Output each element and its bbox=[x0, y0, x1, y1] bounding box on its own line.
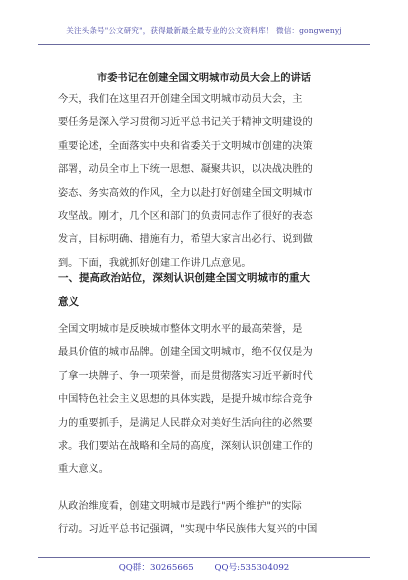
document-title: 市委书记在创建全国文明城市动员大会上的讲话 bbox=[97, 72, 311, 84]
paragraph-line: 中国特色社会主义思想的具体实践，是提升城市综合竞争 bbox=[58, 394, 313, 406]
header-notice: 关注头条号"公文研究"，获得最新最全最专业的公文资料库！ 微信：gongwenyj bbox=[66, 26, 342, 35]
header-divider bbox=[38, 44, 370, 45]
footer-divider bbox=[38, 557, 370, 558]
footer-contact bbox=[38, 561, 370, 573]
paragraph-2 bbox=[58, 318, 358, 482]
paragraph-line: 全国文明城市是反映城市整体文明水平的最高荣誉，是 bbox=[58, 324, 303, 335]
section-heading-1 bbox=[58, 266, 358, 314]
paragraph-line: 求。我们要站在战略和全局的高度，深刻认识创建工作的 bbox=[58, 441, 313, 453]
paragraph-line: 要任务是深入学习贯彻习近平总书记关于精神文明建设的 bbox=[58, 117, 313, 129]
paragraph-line: 行动。习近平总书记强调，"实现中华民族伟大复兴的中国 bbox=[58, 524, 318, 536]
paragraph-1 bbox=[58, 88, 358, 275]
heading-line: 一、提高政治站位，深刻认识创建全国文明城市的重大 bbox=[58, 272, 310, 284]
paragraph-line: 到。下面，我就抓好创建工作讲几点意见。 bbox=[58, 257, 252, 269]
paragraph-line: 重要论述，全面落实中央和省委关于文明城市创建的决策 bbox=[58, 140, 313, 152]
paragraph-line: 了拿一块牌子、争一项荣誉，而是贯彻落实习近平新时代 bbox=[58, 370, 313, 382]
paragraph-line: 攻坚战。刚才，几个区和部门的负责同志作了很好的表态 bbox=[58, 211, 313, 223]
paragraph-line: 重大意义。 bbox=[58, 464, 109, 476]
qq-number: QQ号:535304092 bbox=[214, 563, 290, 573]
paragraph-3 bbox=[58, 495, 358, 542]
paragraph-line: 从政治维度看，创建文明城市是践行"两个维护"的实际 bbox=[58, 501, 302, 512]
paragraph-line: 部署，动员全市上下统一思想、凝聚共识，以决战决胜的 bbox=[58, 164, 313, 176]
heading-line: 意义 bbox=[58, 296, 79, 308]
paragraph-line: 力的重要抓手，是满足人民群众对美好生活向往的必然要 bbox=[58, 417, 313, 429]
paragraph-line: 今天，我们在这里召开创建全国文明城市动员大会，主 bbox=[58, 94, 303, 105]
paragraph-line: 最具价值的城市品牌。创建全国文明城市，绝不仅仅是为 bbox=[58, 347, 313, 359]
paragraph-line: 发言，目标明确、措施有力，希望大家言出必行、说到做 bbox=[58, 234, 313, 246]
paragraph-line: 姿态、务实高效的作风，全力以赴打好创建全国文明城市 bbox=[58, 187, 313, 199]
qq-group: QQ群：30265665 bbox=[118, 563, 194, 573]
